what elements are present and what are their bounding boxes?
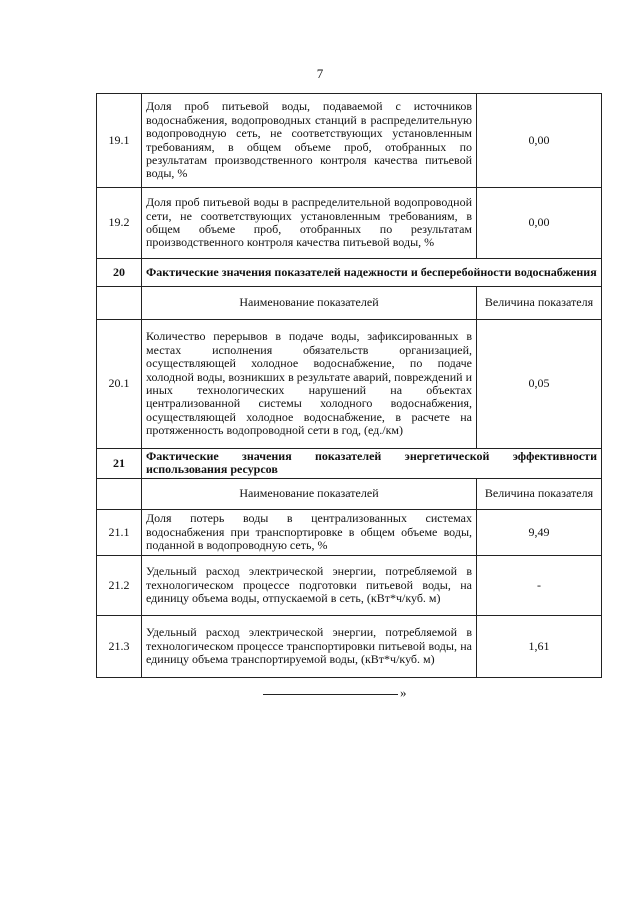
section-title: Фактические значения показателей надежности и бесперебойности водоснабжения [142, 259, 602, 287]
indicator-value: 0,00 [477, 188, 602, 259]
section-row [97, 259, 602, 287]
table-row [97, 509, 602, 555]
table-row [97, 94, 602, 188]
value-column-header: Величина показателя [477, 287, 602, 320]
indicator-value: 1,61 [477, 615, 602, 677]
section-number: 20 [97, 259, 142, 287]
section-title: Фактические значения показателей энергетической эффективности использования ресурсов [142, 449, 602, 479]
row-number: 21.1 [97, 509, 142, 555]
indicator-value: 0,05 [477, 320, 602, 449]
indicator-name: Удельный расход электрической энергии, потребляемой в технологическом процессе подготовки питьевой воды, на единицу объема воды, отпускаемой в сеть, (кВт*ч/куб. м) [142, 555, 477, 615]
row-number: 19.2 [97, 188, 142, 259]
indicator-value: 0,00 [477, 94, 602, 188]
indicator-name: Доля потерь воды в централизованных системах водоснабжения при транспортировке в общем объеме воды, поданной в водопроводную сеть, % [142, 509, 477, 555]
name-column-header: Наименование показателей [142, 287, 477, 320]
indicator-value: - [477, 555, 602, 615]
indicator-name: Количество перерывов в подаче воды, зафиксированных в местах исполнения обязательств организацией, осуществляющей холодное водоснабжение, по подаче холодной воды, возникших в результате аварий, повреждений и иных технологических нарушений на объектах централизованной системы холодного водоснабжения, осуществляющей холодное водоснабжение, в расчете на протяженность водопроводной сети в год, (ед./км) [142, 320, 477, 449]
name-column-header: Наименование показателей [142, 478, 477, 509]
value-column-header: Величина показателя [477, 478, 602, 509]
table-row [97, 615, 602, 677]
column-header-row [97, 478, 602, 509]
row-number: 21.2 [97, 555, 142, 615]
end-line [263, 694, 398, 695]
empty-cell [97, 287, 142, 320]
row-number: 21.3 [97, 615, 142, 677]
indicator-name: Доля проб питьевой воды, подаваемой с источников водоснабжения, водопроводных станций в распределительную водопроводную сеть, не соответствующих установленным требованиям, в общем объеме проб, отобранных по результатам производственного контроля качества питьевой воды, % [142, 94, 477, 188]
section-row [97, 449, 602, 479]
indicators-table [96, 93, 602, 678]
page-number: 7 [316, 66, 324, 81]
empty-cell [97, 478, 142, 509]
row-number: 20.1 [97, 320, 142, 449]
table-row [97, 188, 602, 259]
indicator-name: Удельный расход электрической энергии, потребляемой в технологическом процессе транспортировки питьевой воды, на единицу объема транспортируемой воды, (кВт*ч/куб. м) [142, 615, 477, 677]
table-row [97, 320, 602, 449]
table-row [97, 555, 602, 615]
indicator-value: 9,49 [477, 509, 602, 555]
indicator-name: Доля проб питьевой воды в распределительной водопроводной сети, не соответствующих установленным требованиям, в общем объеме проб, отобранных по результатам производственного контроля качества питьевой воды, % [142, 188, 477, 259]
section-number: 21 [97, 449, 142, 479]
end-mark [263, 685, 407, 701]
row-number: 19.1 [97, 94, 142, 188]
closing-quote: » [400, 685, 407, 700]
column-header-row [97, 287, 602, 320]
